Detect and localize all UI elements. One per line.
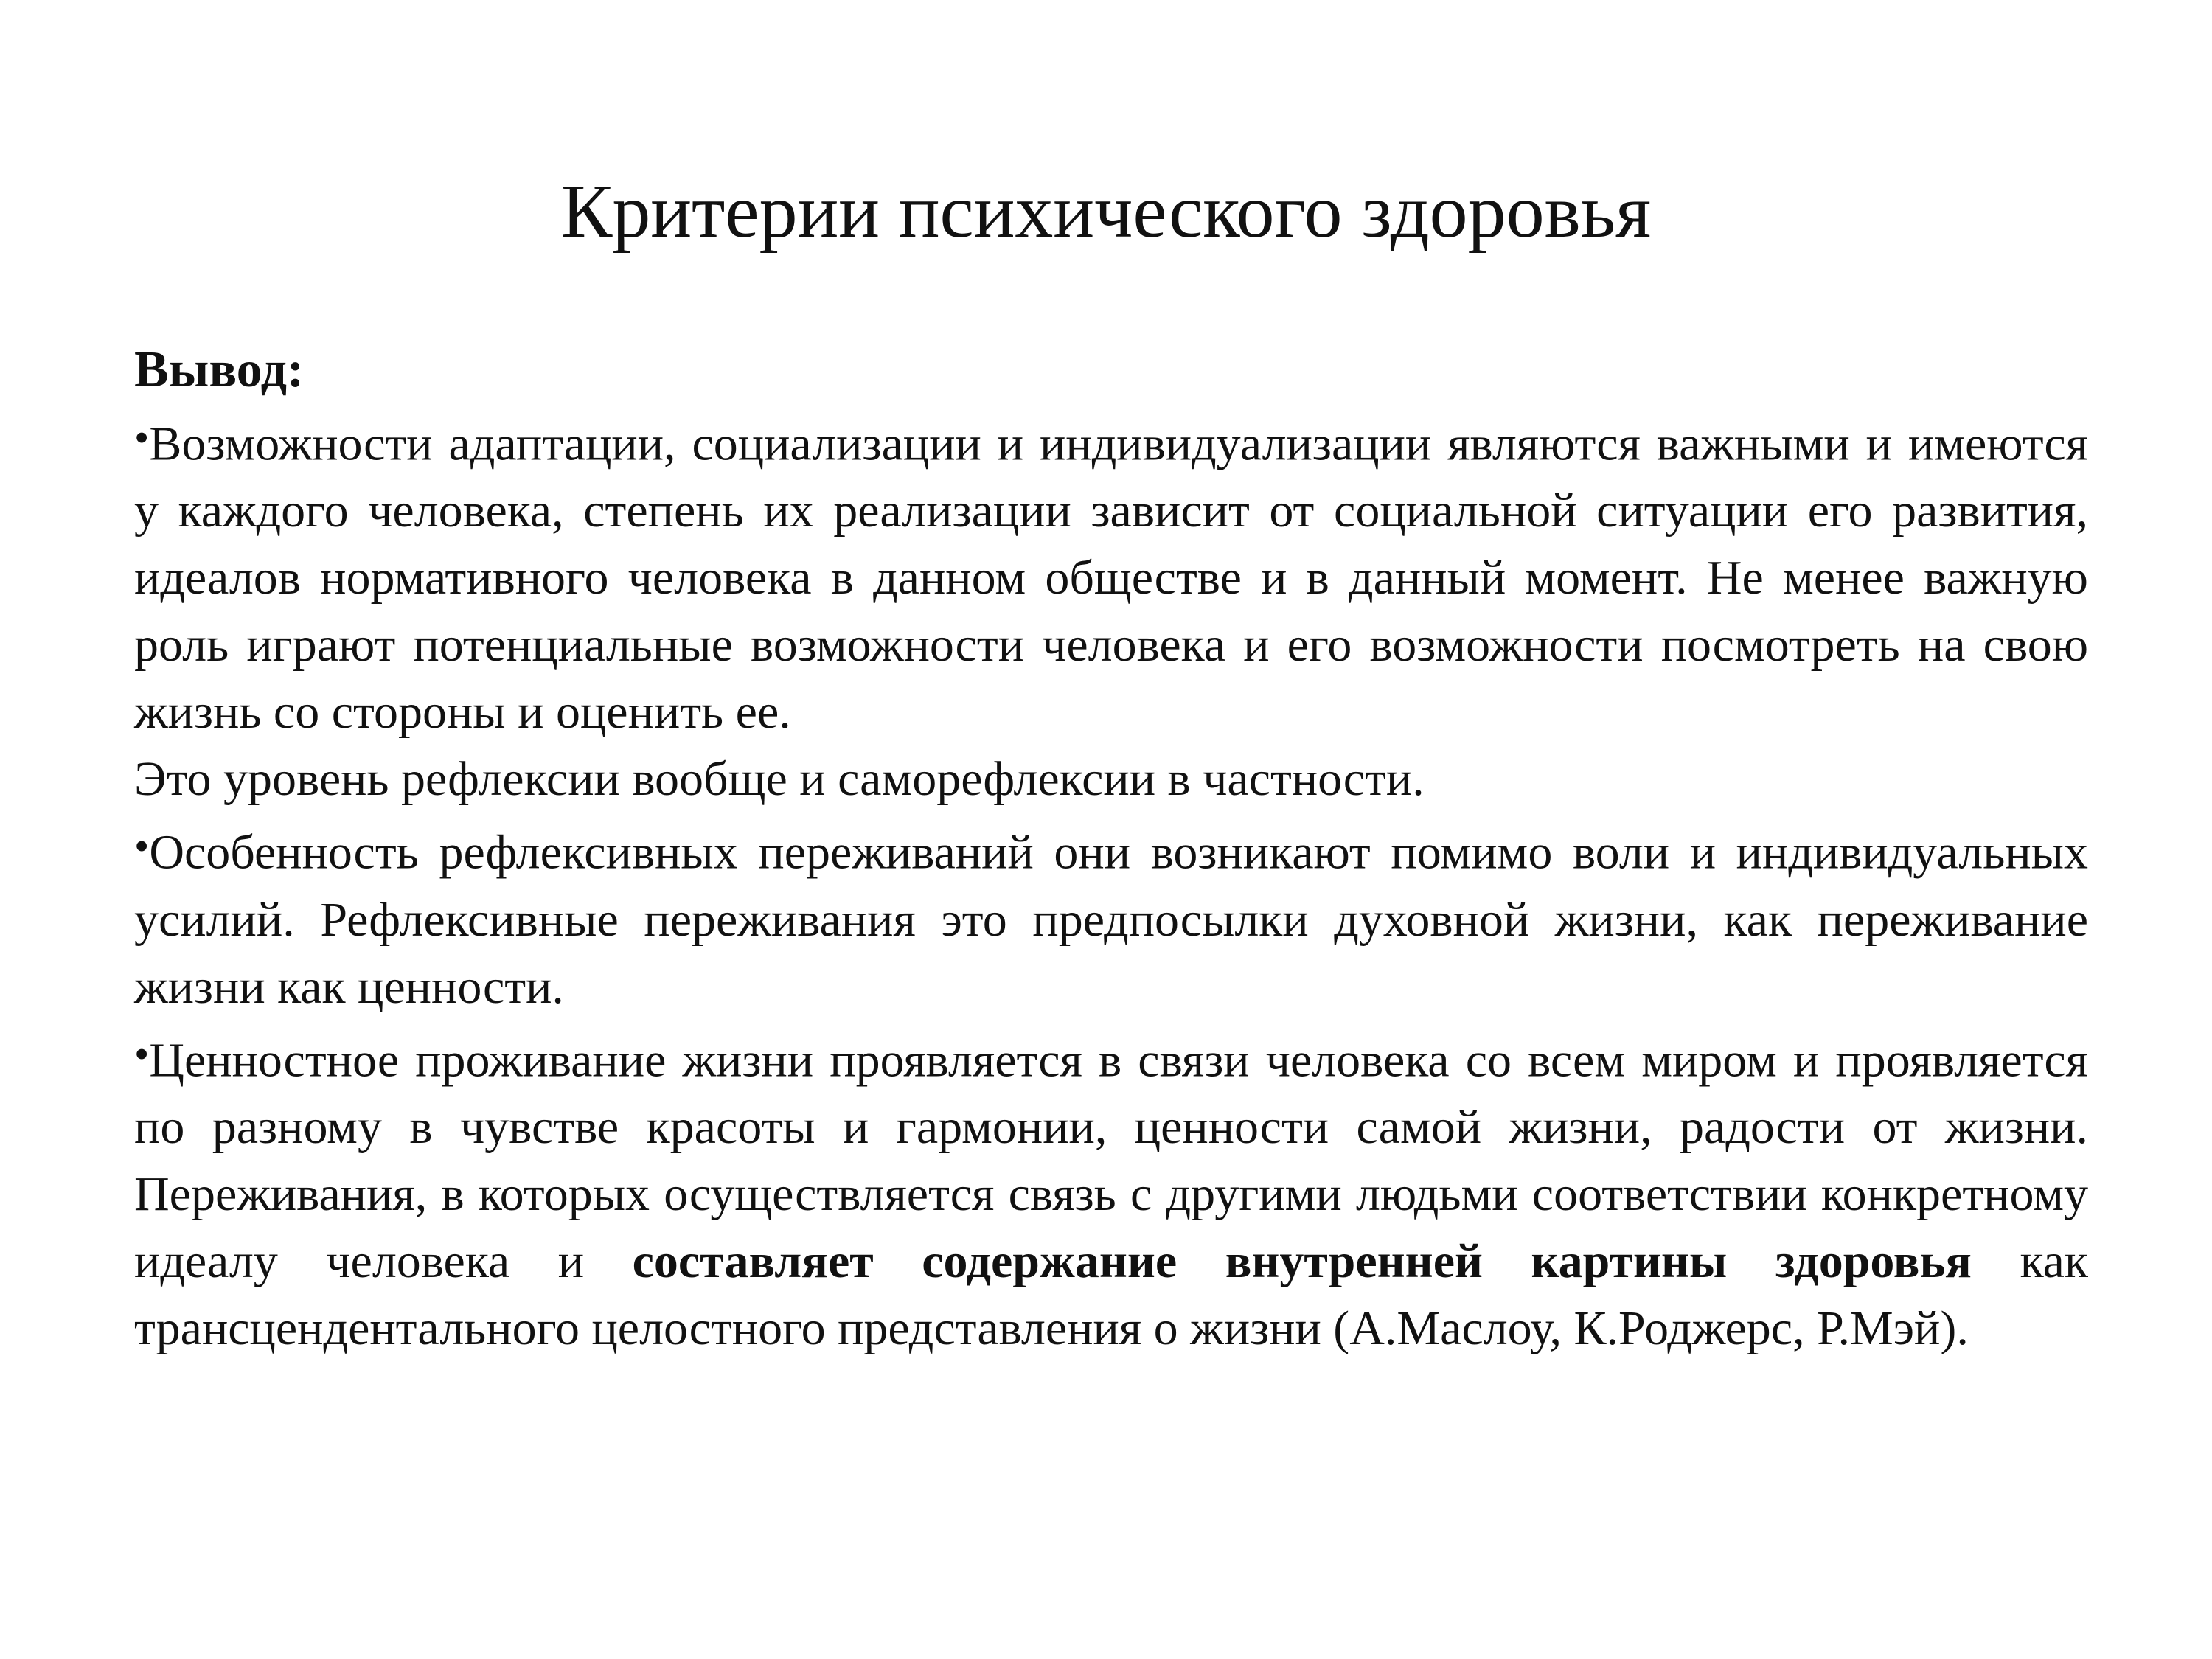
bullet-3-middle (1727, 1234, 1775, 1288)
slide-content (134, 336, 2088, 1362)
bullet-icon: • (134, 414, 150, 462)
slide-title: Критерии психического здоровья (560, 169, 1652, 254)
bullet-3-bold-1: составляет содержание внутренней картины (632, 1234, 1728, 1289)
bullet-2-text: Особенность рефлексивных переживаний они возникают помимо воли и индивидуальных усилий. Рефлексивные переживания это предпосылки духовной жизни, как переживание жизни как ценности. (134, 825, 2088, 1014)
bullet-3-bold-2: здоровья (1775, 1234, 1972, 1289)
bullet-item-3 (134, 1020, 2088, 1362)
conclusion-heading: Вывод: (134, 341, 305, 398)
bullet-item-1 (134, 404, 2088, 745)
bullet-icon: • (134, 822, 150, 871)
bullet-1-text: Возможности адаптации, социализации и индивидуализации являются важными и имеются у каждого человека, степень их реализации зависит от социальной ситуации его развития, идеалов нормативного человека в данном обществе и в данный момент. Не менее важную роль играют потенциальные возможности человека и его возможности посмотреть на свою жизнь со стороны и оценить ее. (134, 417, 2088, 740)
bullet-item-2 (134, 813, 2088, 1020)
bullet-3-text-before: Ценностное проживание жизни проявляется в связи человека со всем миром и проявляется по разному в чувстве красоты и гармонии, ценности самой жизни, радости от жизни. Переживания, в которых осуществляется связь с другими людьми соответствии конкретному идеалу человека и (134, 1033, 2088, 1289)
bullet-icon: • (134, 1029, 150, 1078)
bullet-3-text-after: как трансцендентального целостного представления о жизни (А.Маслоу, К.Роджерс, Р.Мэй). (134, 1234, 2088, 1356)
bullet-1-continuation: Это уровень рефлексии вообще и саморефлексии в частности. (134, 752, 1425, 807)
